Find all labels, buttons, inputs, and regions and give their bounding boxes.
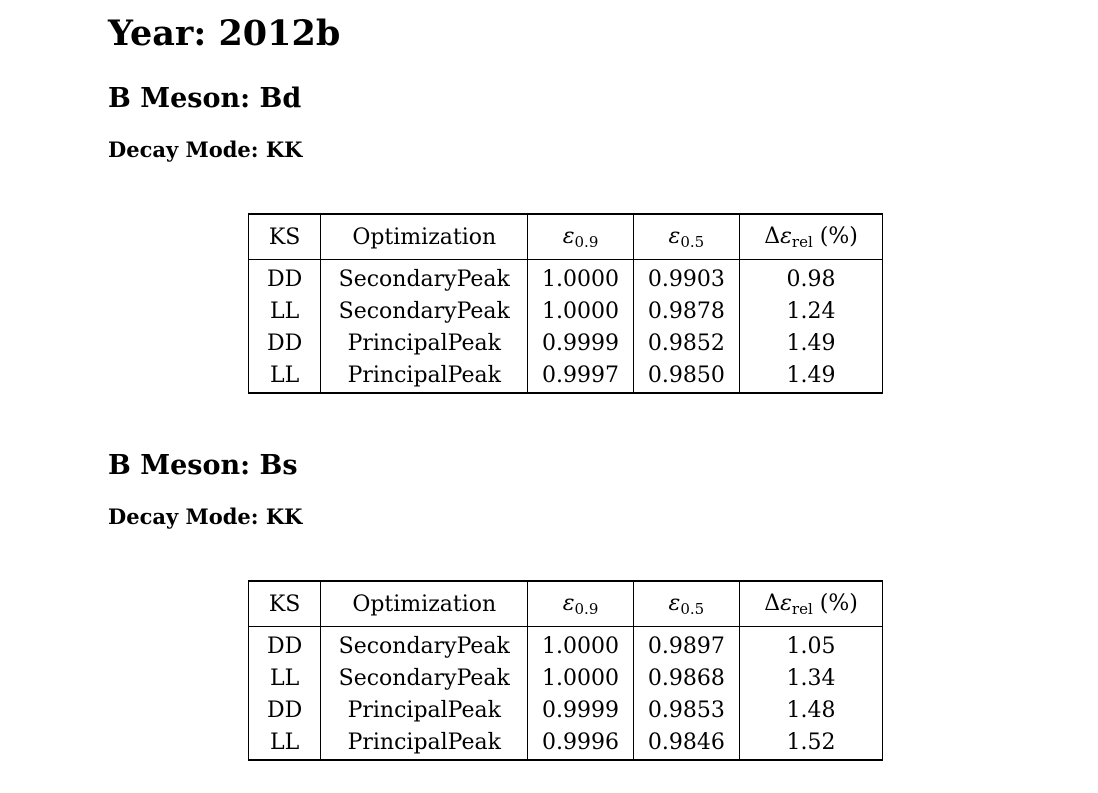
table-row	[249, 328, 883, 360]
cell-optimization: PrincipalPeak	[321, 727, 528, 760]
header-ks: KS	[249, 581, 321, 627]
cell-ks: DD	[249, 631, 321, 663]
cell-eps-0-5: 0.9878	[633, 296, 739, 328]
cell-ks: LL	[249, 663, 321, 695]
cell-delta: 1.48	[740, 695, 883, 727]
table-row	[249, 264, 883, 296]
cell-delta: 1.24	[740, 296, 883, 328]
cell-eps-0-9: 1.0000	[528, 663, 633, 695]
decay-mode-heading-1	[108, 136, 302, 164]
year-heading	[108, 12, 340, 56]
cell-optimization: PrincipalPeak	[321, 360, 528, 393]
table-row	[249, 695, 883, 727]
cell-eps-0-5: 0.9897	[633, 631, 739, 663]
efficiency-table-1	[248, 213, 883, 394]
cell-delta: 1.52	[740, 727, 883, 760]
year-label: Year:	[108, 13, 207, 54]
cell-eps-0-9: 0.9997	[528, 360, 633, 393]
delta-symbol: Δ	[764, 590, 781, 616]
results-table	[248, 580, 883, 761]
cell-ks: DD	[249, 328, 321, 360]
cell-optimization: PrincipalPeak	[321, 695, 528, 727]
cell-eps-0-9: 1.0000	[528, 296, 633, 328]
rel-subscript: rel	[791, 232, 813, 251]
cell-eps-0-9: 0.9996	[528, 727, 633, 760]
header-eps-0-5	[633, 214, 739, 260]
percent-unit: (%)	[812, 590, 858, 616]
epsilon-symbol: ε	[668, 590, 681, 616]
table-row	[249, 360, 883, 393]
table-row	[249, 727, 883, 760]
cell-optimization: SecondaryPeak	[321, 663, 528, 695]
table-header-row	[249, 581, 883, 627]
cell-ks: LL	[249, 296, 321, 328]
decay-value: KK	[265, 504, 303, 529]
cell-delta: 1.49	[740, 360, 883, 393]
table-header-row	[249, 214, 883, 260]
epsilon-symbol: ε	[780, 223, 792, 249]
epsilon-symbol: ε	[780, 590, 792, 616]
cell-ks: LL	[249, 360, 321, 393]
cell-delta: 0.98	[740, 264, 883, 296]
cell-eps-0-5: 0.9850	[633, 360, 739, 393]
decay-value: KK	[265, 137, 303, 162]
header-optimization: Optimization	[321, 581, 528, 627]
cell-delta: 1.34	[740, 663, 883, 695]
header-optimization: Optimization	[321, 214, 528, 260]
cell-eps-0-5: 0.9852	[633, 328, 739, 360]
table-row	[249, 296, 883, 328]
cell-eps-0-5: 0.9853	[633, 695, 739, 727]
header-eps-0-9	[528, 214, 633, 260]
cell-eps-0-9: 0.9999	[528, 328, 633, 360]
meson-heading-2	[108, 449, 298, 483]
cell-optimization: SecondaryPeak	[321, 264, 528, 296]
efficiency-table-2	[248, 580, 883, 761]
header-delta-eps-rel	[740, 214, 883, 260]
cell-eps-0-9: 1.0000	[528, 631, 633, 663]
meson-heading-1	[108, 82, 301, 116]
epsilon-symbol: ε	[562, 223, 575, 249]
epsilon-symbol: ε	[668, 223, 681, 249]
cell-optimization: SecondaryPeak	[321, 631, 528, 663]
cell-optimization: PrincipalPeak	[321, 328, 528, 360]
cell-delta: 1.05	[740, 631, 883, 663]
meson-value: Bd	[259, 83, 302, 114]
eps-0-5-subscript: 0.5	[680, 599, 705, 618]
header-eps-0-5	[633, 581, 739, 627]
cell-ks: DD	[249, 264, 321, 296]
cell-ks: DD	[249, 695, 321, 727]
meson-label: B Meson:	[108, 450, 251, 481]
meson-label: B Meson:	[108, 83, 251, 114]
cell-ks: LL	[249, 727, 321, 760]
cell-eps-0-9: 1.0000	[528, 264, 633, 296]
table-row	[249, 631, 883, 663]
rel-subscript: rel	[791, 599, 813, 618]
table-row	[249, 663, 883, 695]
eps-0-5-subscript: 0.5	[680, 232, 705, 251]
header-ks: KS	[249, 214, 321, 260]
epsilon-symbol: ε	[562, 590, 575, 616]
header-delta-eps-rel	[740, 581, 883, 627]
decay-label: Decay Mode:	[108, 504, 259, 529]
cell-delta: 1.49	[740, 328, 883, 360]
delta-symbol: Δ	[764, 223, 781, 249]
cell-eps-0-5: 0.9903	[633, 264, 739, 296]
cell-eps-0-5: 0.9868	[633, 663, 739, 695]
decay-mode-heading-2	[108, 503, 302, 531]
eps-0-9-subscript: 0.9	[574, 232, 599, 251]
meson-value: Bs	[259, 450, 298, 481]
header-eps-0-9	[528, 581, 633, 627]
cell-eps-0-5: 0.9846	[633, 727, 739, 760]
results-table	[248, 213, 883, 394]
cell-optimization: SecondaryPeak	[321, 296, 528, 328]
percent-unit: (%)	[812, 223, 858, 249]
decay-label: Decay Mode:	[108, 137, 259, 162]
year-value: 2012b	[218, 13, 341, 54]
cell-eps-0-9: 0.9999	[528, 695, 633, 727]
eps-0-9-subscript: 0.9	[574, 599, 599, 618]
